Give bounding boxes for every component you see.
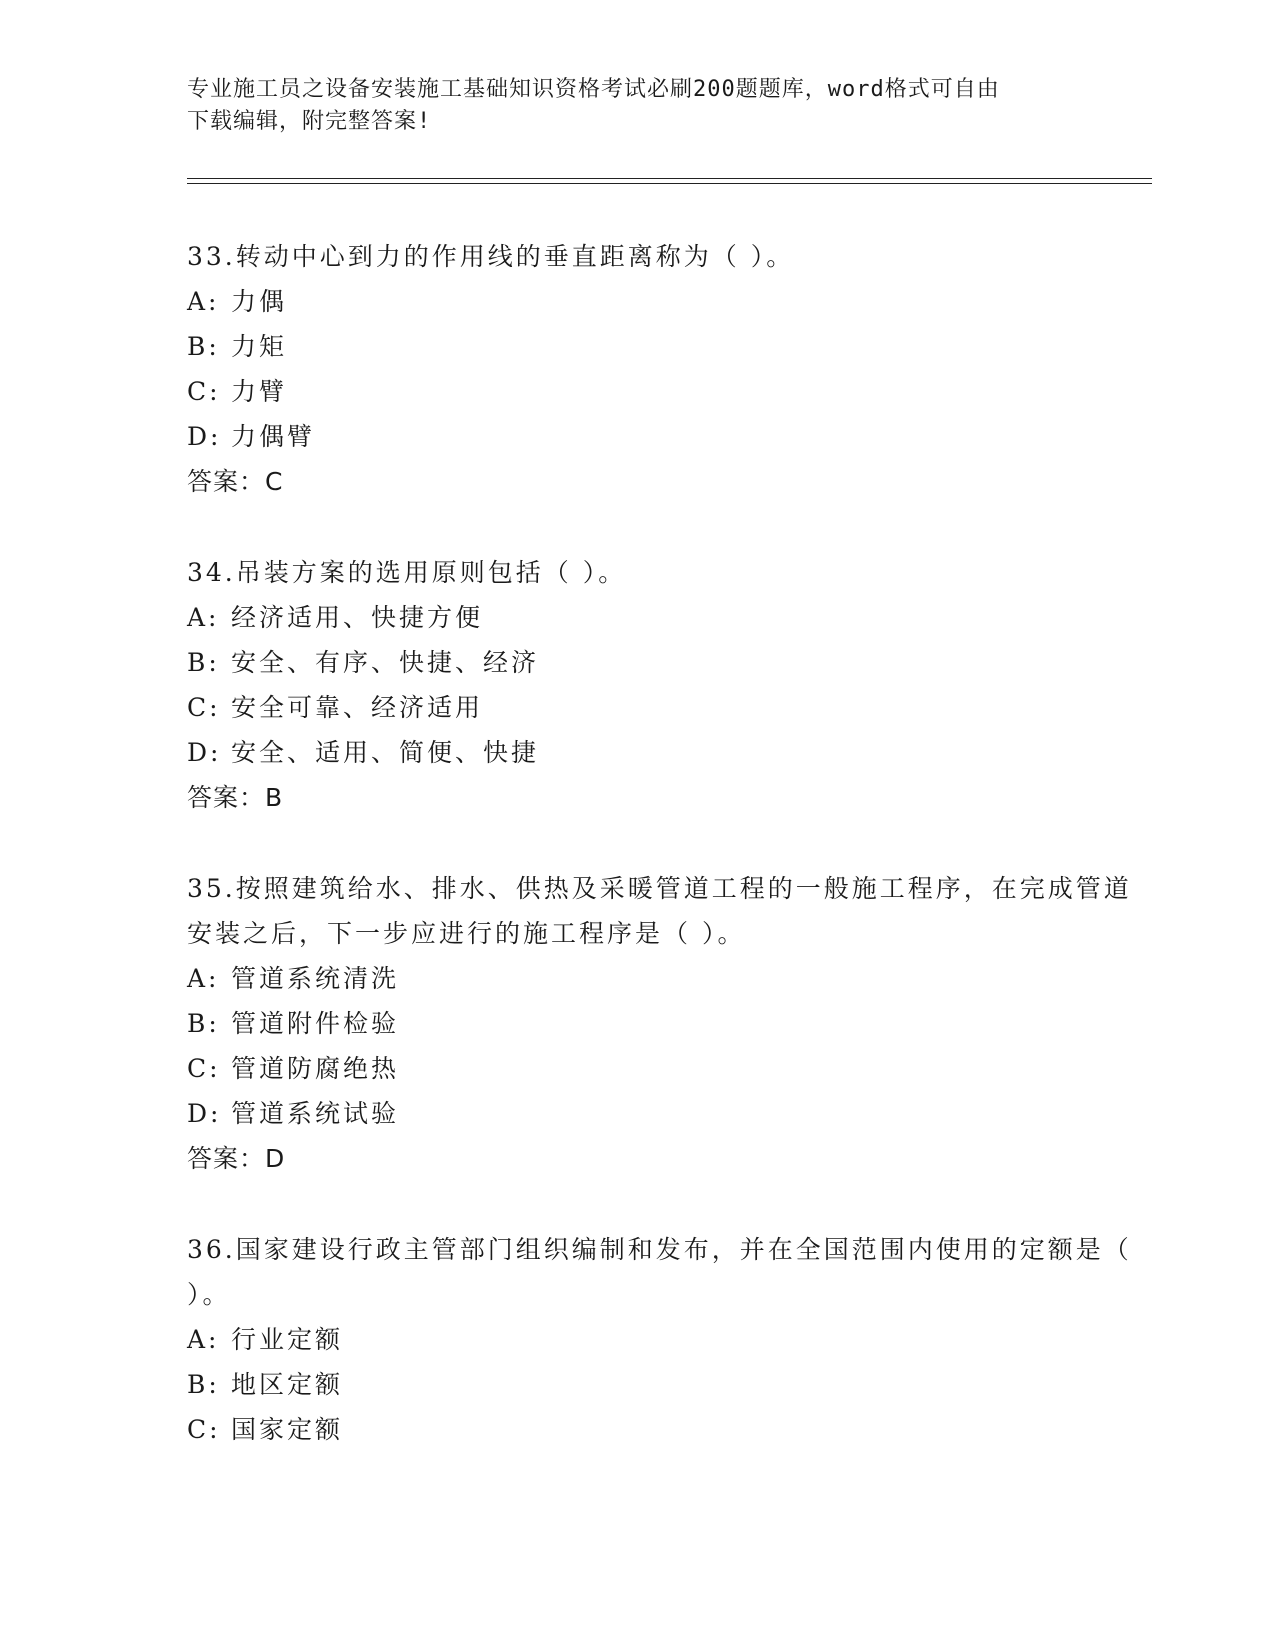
option-letter: B: (187, 332, 220, 361)
option-text: 安全可靠、经济适用 (231, 693, 484, 722)
option-letter: A: (187, 603, 220, 632)
option-b (187, 1001, 1152, 1046)
question-list (187, 234, 1152, 1498)
option-c (187, 685, 1152, 730)
option-c (187, 1407, 1152, 1452)
option-letter: A: (187, 964, 220, 993)
option-text: 管道附件检验 (231, 1009, 400, 1038)
option-letter: D: (187, 738, 222, 767)
option-c (187, 369, 1152, 414)
option-a (187, 595, 1152, 640)
option-letter: C: (187, 1415, 221, 1444)
option-letter: D: (187, 422, 222, 451)
option-b (187, 640, 1152, 685)
question-33 (187, 234, 1152, 504)
option-text: 经济适用、快捷方便 (231, 603, 484, 632)
option-b (187, 1362, 1152, 1407)
option-letter: B: (187, 1370, 220, 1399)
option-letter: B: (187, 1009, 220, 1038)
question-stem: 36.国家建设行政主管部门组织编制和发布，并在全国范围内使用的定额是（ ）。 (187, 1235, 1132, 1309)
header-line-1: 专业施工员之设备安装施工基础知识资格考试必刷200题题库，word格式可自由 (187, 77, 1000, 102)
answer-line: 答案：D (187, 1144, 286, 1173)
header-line-2: 下载编辑，附完整答案! (187, 109, 432, 134)
option-a (187, 1317, 1152, 1362)
option-letter: C: (187, 1054, 221, 1083)
question-stem: 34.吊装方案的选用原则包括（ ）。 (187, 558, 627, 587)
option-d (187, 1091, 1152, 1136)
option-b (187, 324, 1152, 369)
option-text: 国家定额 (231, 1415, 344, 1444)
option-text: 安全、有序、快捷、经济 (231, 648, 540, 677)
option-text: 地区定额 (231, 1370, 344, 1399)
question-34 (187, 550, 1152, 820)
answer-line: 答案：B (187, 783, 284, 812)
option-d (187, 414, 1152, 459)
question-stem: 35.按照建筑给水、排水、供热及采暖管道工程的一般施工程序，在完成管道安装之后，下一步应进行的施工程序是（ ）。 (187, 874, 1132, 948)
option-text: 力臂 (231, 377, 288, 406)
question-36 (187, 1227, 1152, 1452)
header-divider (187, 178, 1152, 184)
option-text: 行业定额 (231, 1325, 344, 1354)
option-letter: C: (187, 693, 221, 722)
option-letter: C: (187, 377, 221, 406)
option-letter: B: (187, 648, 220, 677)
option-letter: A: (187, 1325, 220, 1354)
answer-line: 答案：C (187, 467, 284, 496)
document-header (187, 74, 1087, 138)
option-text: 力偶 (231, 287, 288, 316)
option-text: 管道系统试验 (231, 1099, 400, 1128)
option-letter: A: (187, 287, 220, 316)
option-a (187, 956, 1152, 1001)
option-d (187, 730, 1152, 775)
option-text: 安全、适用、简便、快捷 (231, 738, 540, 767)
question-stem: 33.转动中心到力的作用线的垂直距离称为（ ）。 (187, 242, 795, 271)
option-text: 力偶臂 (231, 422, 316, 451)
option-a (187, 279, 1152, 324)
option-letter: D: (187, 1099, 222, 1128)
option-text: 力矩 (231, 332, 288, 361)
option-text: 管道防腐绝热 (231, 1054, 400, 1083)
option-c (187, 1046, 1152, 1091)
option-text: 管道系统清洗 (231, 964, 400, 993)
question-35 (187, 866, 1152, 1181)
